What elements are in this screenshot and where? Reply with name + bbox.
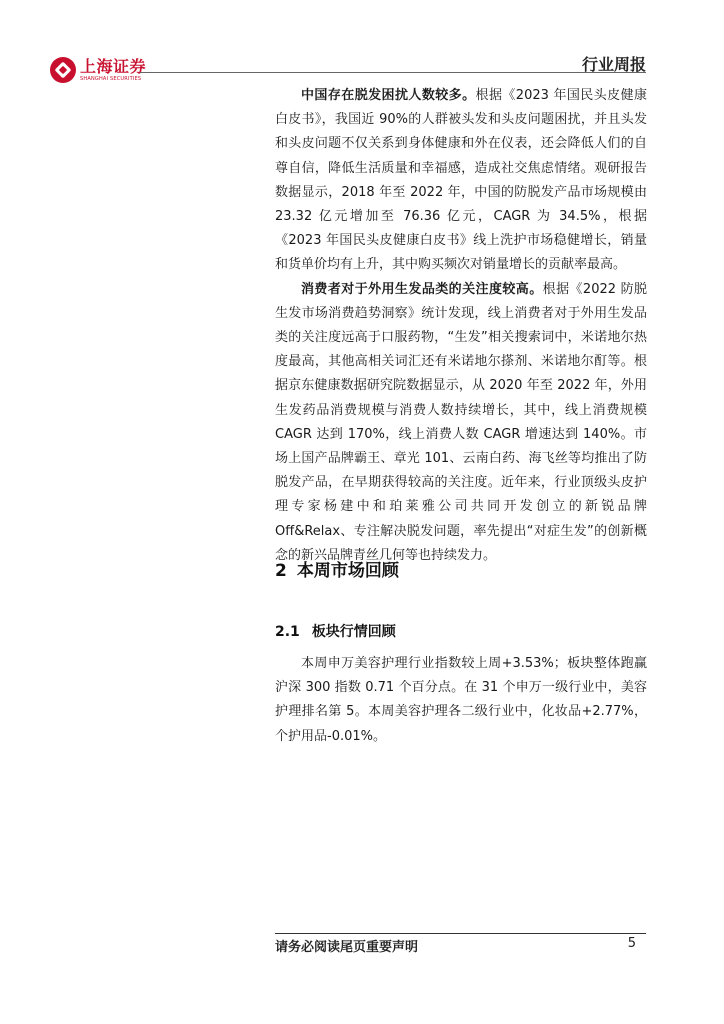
paragraph-market-review: 本周申万美容护理行业指数较上周+3.53%；板块整体跑赢沪深 300 指数 0.71 个百分点。在 31 个申万一级行业中，美容护理排名第 5。本周美容护理各二级行业中，化妆品+2.77%，个护用品-0.01%。 — [275, 656, 647, 744]
paragraph-consumer-focus — [275, 278, 647, 568]
paragraph-hair-loss — [275, 84, 647, 278]
section-heading — [275, 556, 399, 581]
paragraph-lead: 消费者对于外用生发品类的关注度较高。 — [301, 281, 543, 297]
logo-chinese-name: 上海证券 — [80, 56, 147, 76]
section-title: 本周市场回顾 — [296, 561, 399, 581]
paragraph-text: 根据《2023 年国民头皮健康白皮书》，我国近 90%的人群被头发和头皮问题困扰，并且头发和头皮问题不仅关系到身体健康和外在仪表，还会降低人们的自尊自信，降低生活质量和幸福感，造成社交焦虑情绪。观研报告数据显示，2018 年至 2022 年，中国的防脱发产品市场规模由 23.32 亿元增加至 76.36 亿元，CAGR 为 34.5%，根据《2023 年国民头皮健康白皮书》线上洗护市场稳健增长，销量和货单价均有上升，其中购买频次对销量增长的贡献率最高。 — [275, 88, 647, 273]
logo-emblem-icon — [50, 57, 76, 83]
paragraph-lead: 中国存在脱发困扰人数较多。 — [301, 88, 476, 103]
company-logo — [50, 55, 146, 85]
subsection-heading — [275, 621, 396, 641]
paragraph-text: 根据《2022 防脱生发市场消费趋势洞察》统计发现，线上消费者对于外用生发品类的关注度远高于口服药物，“生发”相关搜索词中，米诺地尔热度最高，其他高相关词汇还有米诺地尔搽剂、米诺地尔酊等。根据京东健康数据研究院数据显示，从 2020 年至 2022 年，外用生发药品消费规模与消费人数持续增长，其中，线上消费规模 CAGR 达到 170%，线上消费人数 CAGR 增速达到 140%。市场上国产品牌霸王、章光 101、云南白药、海飞丝等均推出了防脱发产品，在早期获得较高的关注度。近年来，行业顶级头皮护理专家杨建中和珀莱雅公司共同开发创立的新锐品牌 Off&Relax、专注解决脱发问题，率先提出“对症生发”的创新概念的新兴品牌青丝几何等也持续发力。 — [275, 281, 647, 563]
footer-divider — [275, 933, 646, 934]
body-text — [275, 84, 647, 568]
header-divider — [140, 72, 646, 73]
logo-english-name: SHANGHAI SECURITIES — [80, 75, 142, 82]
market-review-text — [275, 652, 647, 749]
report-type-title: 行业周报 — [581, 55, 646, 74]
footer-disclaimer: 请务必阅读尾页重要声明 — [275, 940, 419, 955]
subsection-number: 2.1 — [275, 624, 300, 640]
page-number: 5 — [627, 936, 636, 951]
section-number: 2 — [275, 561, 287, 581]
subsection-title: 板块行情回顾 — [311, 624, 396, 640]
